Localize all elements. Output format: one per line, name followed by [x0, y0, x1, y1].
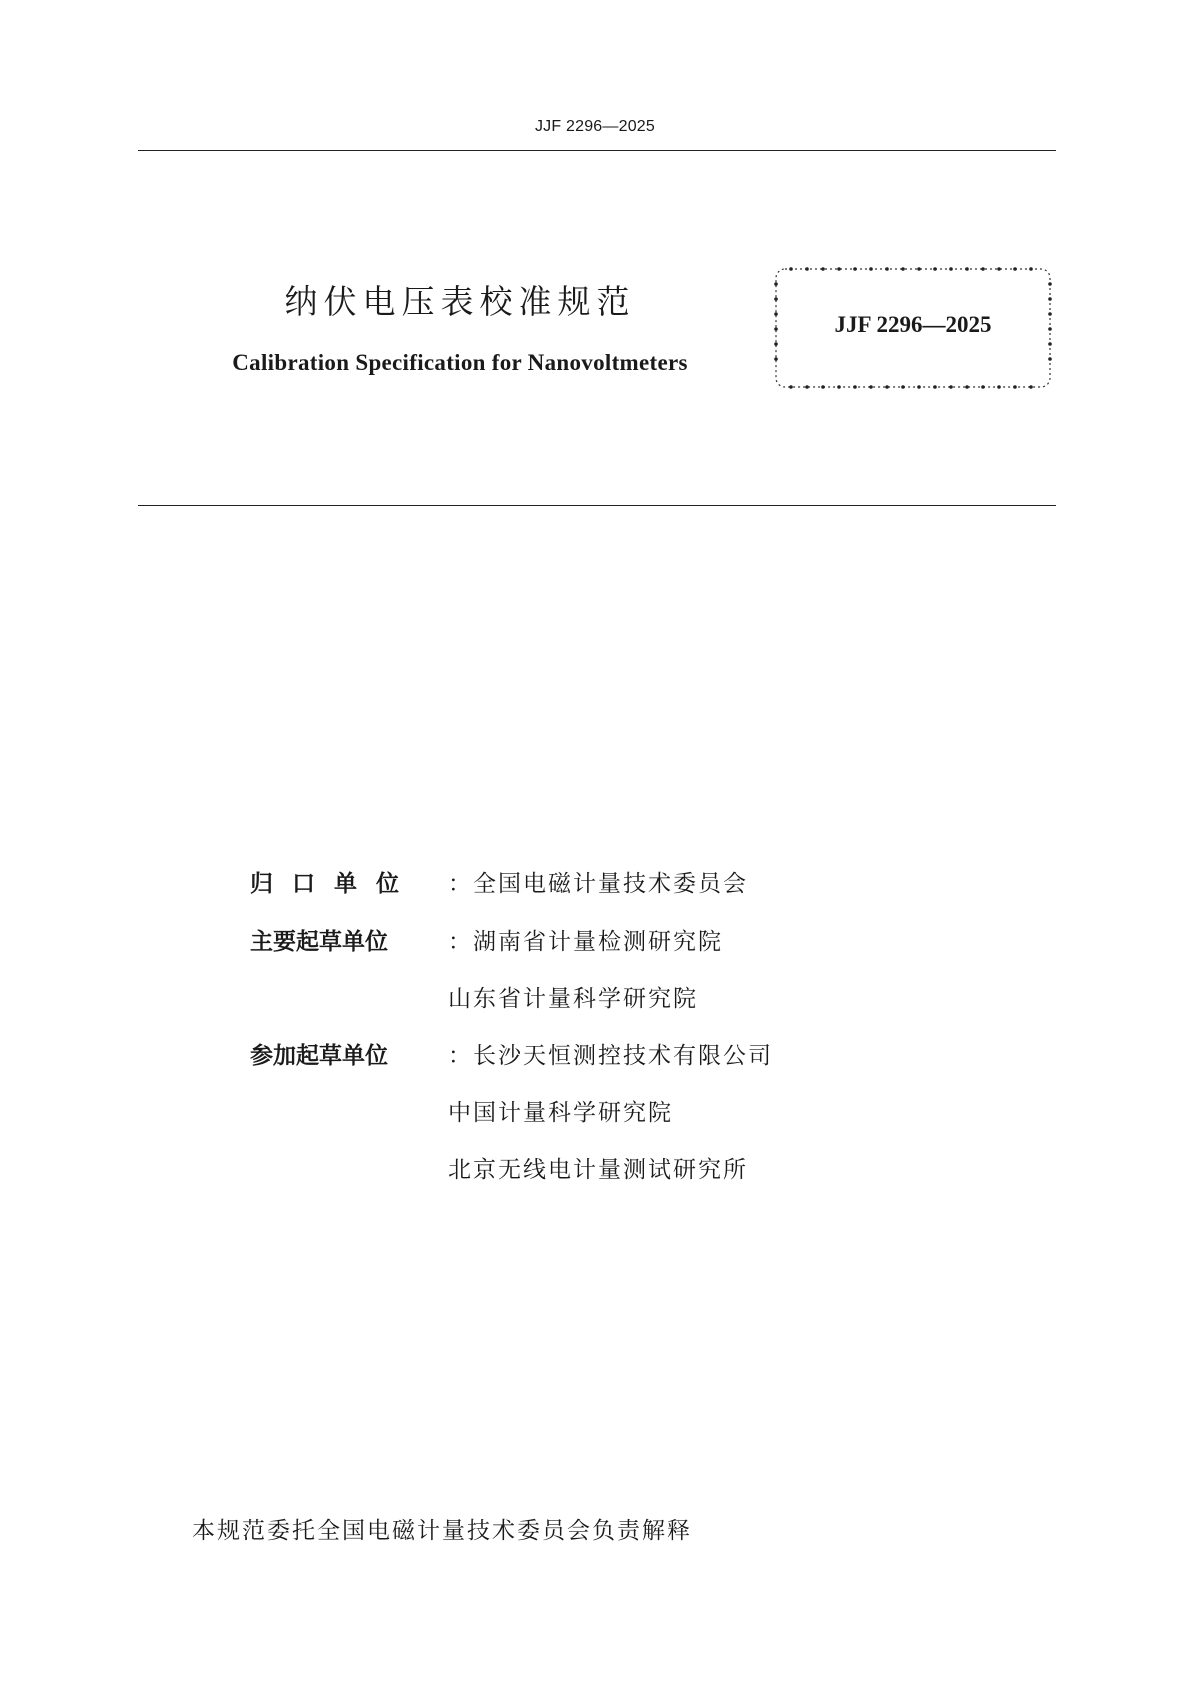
org-participating-row [448, 1154, 748, 1186]
standard-code-box [773, 266, 1053, 390]
org-participating-row [250, 1040, 773, 1072]
org-participating-value: 中国计量科学研究院 [448, 1100, 673, 1126]
org-responsible-value: 全国电磁计量技术委员会 [473, 871, 748, 897]
interpretation-note: 本规范委托全国电磁计量技术委员会负责解释 [192, 1518, 692, 1544]
colon: ： [448, 929, 473, 955]
colon: ： [448, 871, 473, 897]
standard-code: JJF 2296—2025 [834, 312, 992, 337]
org-participating-value: 北京无线电计量测试研究所 [448, 1157, 748, 1183]
org-main-drafting-label: 主要起草单位 [250, 929, 388, 955]
running-header-code: JJF 2296—2025 [534, 118, 655, 135]
org-participating-label: 参加起草单位 [250, 1043, 388, 1069]
title-rule [138, 505, 1056, 506]
title-chinese: 纳伏电压表校准规范 [284, 282, 636, 321]
org-main-drafting-row [448, 983, 698, 1015]
colon: ： [448, 1043, 473, 1069]
org-participating-row [448, 1097, 673, 1129]
org-main-drafting-value: 湖南省计量检测研究院 [473, 929, 723, 955]
title-english: Calibration Specification for Nanovoltmeters [232, 350, 688, 375]
org-responsible-label: 归口单位 [250, 871, 418, 897]
org-main-drafting-row [250, 926, 723, 958]
header-rule [138, 150, 1056, 151]
org-main-drafting-value: 山东省计量科学研究院 [448, 986, 698, 1012]
org-participating-value: 长沙天恒测控技术有限公司 [473, 1043, 773, 1069]
org-responsible-row [250, 868, 748, 900]
